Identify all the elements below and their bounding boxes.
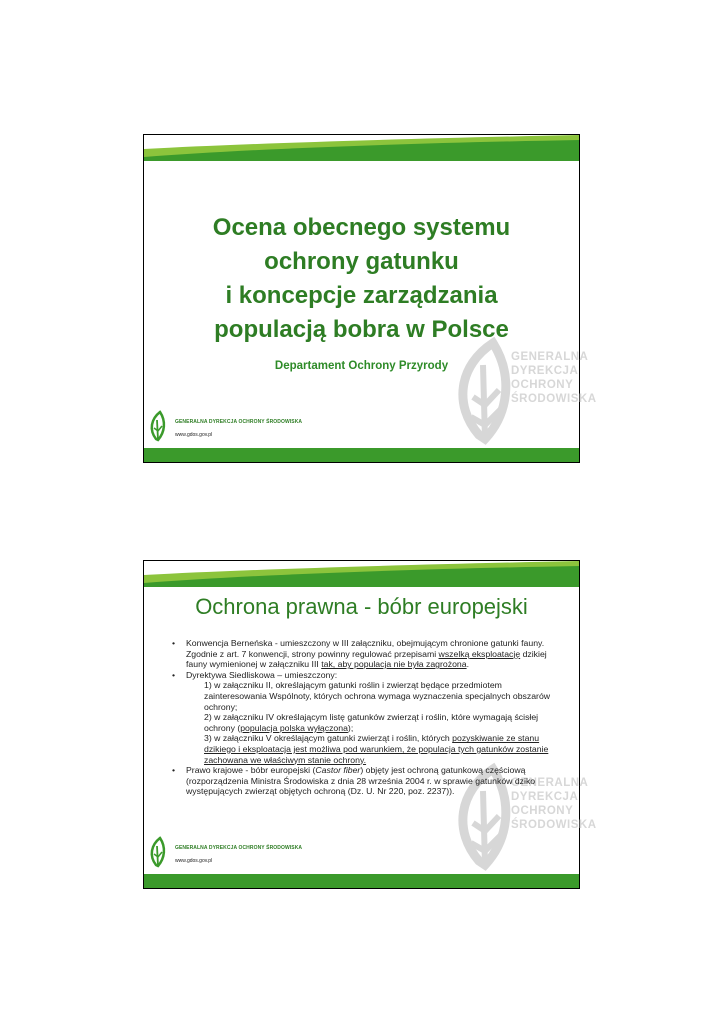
watermark-text: GENERALNA DYREKCJA OCHRONY ŚRODOWISKA [511,777,597,831]
bottom-bar [144,448,579,462]
bullet-marker: • [172,669,176,680]
leaf-logo-icon [148,410,170,442]
footer-branding [148,836,303,872]
leaf-logo-icon [148,836,170,868]
footer-org-name: GENERALNA DYREKCJA OCHRONY ŚRODOWISKA [175,845,303,851]
slide-subtitle: Departament Ochrony Przyrody [274,360,449,372]
bullet-marker: • [172,765,176,776]
watermark-text: GENERALNA DYREKCJA OCHRONY ŚRODOWISKA [511,351,597,405]
subitem-annex-2: 1) w załączniku II, określającym gatunki roślin i zwierząt będące przedmiotem zainteresowania Wspólnoty, których ochrona wymaga wyznaczenia specjalnych obszarów ochrony; [204,680,551,712]
slide-2 [143,560,597,889]
footer-org-name: GENERALNA DYREKCJA OCHRONY ŚRODOWISKA [175,419,303,425]
bullet-bern-convention: • Konwencja Berneńska - umieszczony w III załączniku, obejmującym chronione gatunki fauny. Zgodnie z art. 7 konwencji, strony powinny regulować przepisami wszelką eksploatację dzikiej fauny wymienionej w załączniku III tak, aby populacja nie była zagrożona. [172,638,547,670]
slide-body [168,638,558,797]
slide-1 [143,134,597,463]
footer-url: www.gdos.gov.pl [175,858,213,864]
subitem-annex-5: 3) w załączniku V określającym gatunki zwierząt i roślin, których pozyskiwanie ze stanu dzikiego i eksploatacja jest możliwa pod warunkiem, że populacja tych gatunków zostanie zachowana we właściwym stanie ochrony. [204,733,549,765]
top-banner [144,561,579,587]
top-banner [144,135,579,161]
bottom-bar [144,874,579,888]
bullet-marker: • [172,638,176,648]
watermark-logo [449,335,597,455]
slide-title: Ocena obecnego systemu ochrony gatunku i koncepcje zarządzania populacją bobra w Polsce [212,214,511,343]
footer-branding [148,410,303,446]
footer-url: www.gdos.gov.pl [175,432,213,438]
slide-title: Ochrona prawna - bóbr europejski [195,594,528,619]
bullet-habitats-directive: • Dyrektywa Siedliskowa – umieszczony: 1) w załączniku II, określającym gatunki roślin i zwierząt będące przedmiotem zainteresowania Wspólnoty, których ochrona wymaga wyznaczenia specjalnych obszarów ochrony; 2) w załączniku IV określającym listę gatunków zwierząt i roślin, które wymagają ścisłej ochrony (populacja polska wyłączona); 3) w załączniku V określającym gatunki zwierząt i roślin, których pozyskiwanie ze stanu dzikiego i eksploatacja jest możliwa pod warunkiem, że populacja tych gatunków zostanie zachowana we właściwym stanie ochrony. [168,670,558,765]
bullet-national-law: • Prawo krajowe - bóbr europejski (Castor fiber) objęty jest ochroną gatunkową częściową (rozporządzenia Ministra Środowiska z dnia 28 września 2004 r. w sprawie gatunków dziko występujących zwierząt objętych ochroną (Dz. U. Nr 220, poz. 2237)). [172,765,536,797]
subitem-annex-4: 2) w załączniku IV określającym listę gatunków zwierząt i roślin, które wymagają ścisłej ochrony (populacja polska wyłączona); [204,712,539,733]
